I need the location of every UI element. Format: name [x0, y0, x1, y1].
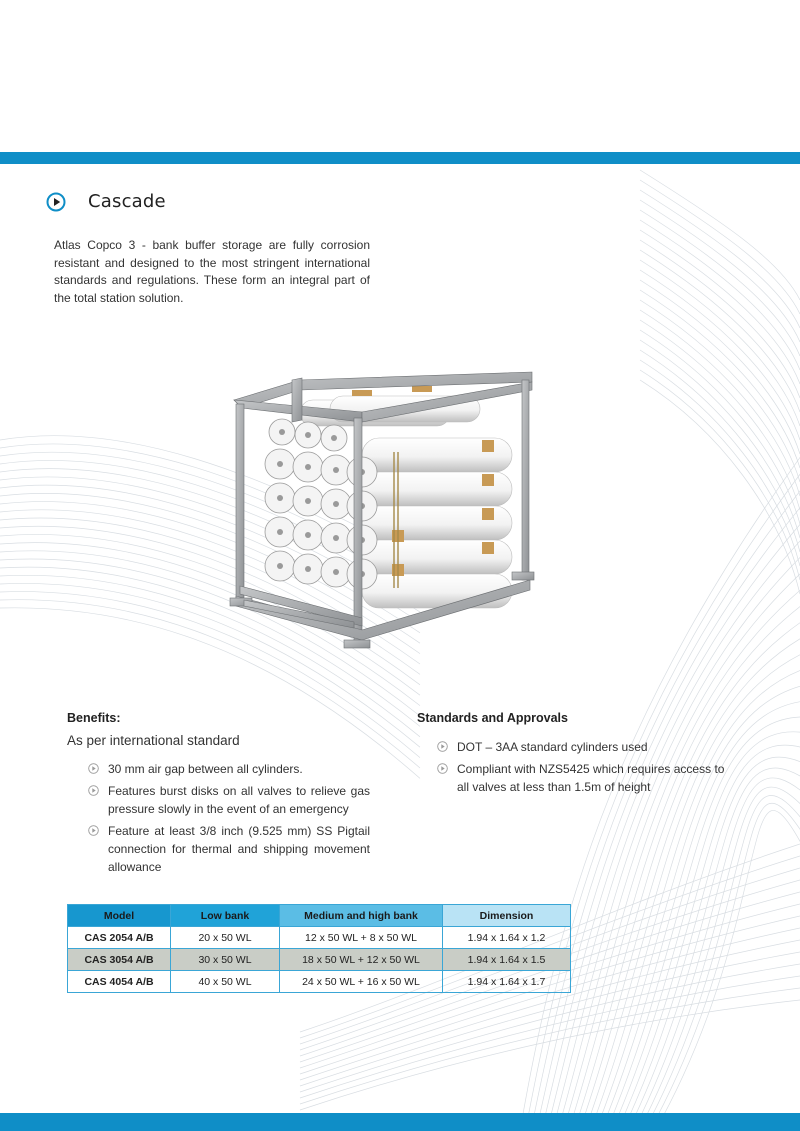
play-circle-small-icon — [88, 825, 99, 836]
play-circle-small-icon — [437, 763, 448, 774]
standard-text: DOT – 3AA standard cylinders used — [457, 740, 648, 754]
cell-low-bank: 20 x 50 WL — [171, 927, 280, 949]
play-circle-small-icon — [88, 785, 99, 796]
play-circle-icon — [46, 192, 66, 212]
cell-model: CAS 2054 A/B — [68, 927, 171, 949]
column-header-model: Model — [68, 905, 171, 927]
cell-model: CAS 4054 A/B — [68, 971, 171, 993]
cell-medium-high-bank: 24 x 50 WL + 16 x 50 WL — [280, 971, 443, 993]
play-circle-small-icon — [88, 763, 99, 774]
table-row — [68, 949, 571, 971]
column-header-dimension: Dimension — [443, 905, 571, 927]
benefit-text: 30 mm air gap between all cylinders. — [108, 762, 303, 776]
cell-dimension: 1.94 x 1.64 x 1.2 — [443, 927, 571, 949]
benefit-text: Features burst disks on all valves to relieve gas pressure slowly in the event of an emergency — [108, 784, 370, 816]
cell-low-bank: 30 x 50 WL — [171, 949, 280, 971]
play-circle-small-icon — [437, 741, 448, 752]
cell-dimension: 1.94 x 1.64 x 1.5 — [443, 949, 571, 971]
column-header-medium-high-bank: Medium and high bank — [280, 905, 443, 927]
benefit-item — [88, 760, 370, 778]
column-header-low-bank: Low bank — [171, 905, 280, 927]
benefits-heading: Benefits: — [67, 711, 121, 725]
standards-heading: Standards and Approvals — [417, 711, 568, 725]
benefit-text: Feature at least 3/8 inch (9.525 mm) SS Pigtail connection for thermal and shipping movement allowance — [108, 824, 370, 874]
benefit-item — [88, 782, 370, 818]
standard-item — [437, 760, 737, 796]
section-title-row — [46, 191, 166, 212]
cell-medium-high-bank: 12 x 50 WL + 8 x 50 WL — [280, 927, 443, 949]
top-blue-band — [0, 152, 800, 164]
standard-item — [437, 738, 737, 756]
benefits-subheading: As per international standard — [67, 733, 240, 748]
intro-paragraph: Atlas Copco 3 - bank buffer storage are fully corrosion resistant and designed to the most stringent international standards and regulations. These form an integral part of the total station solution. — [54, 238, 370, 305]
cell-dimension: 1.94 x 1.64 x 1.7 — [443, 971, 571, 993]
table-row — [68, 927, 571, 949]
benefits-list — [88, 760, 370, 880]
table-row — [68, 971, 571, 993]
standards-list — [437, 738, 737, 800]
page-title: Cascade — [88, 191, 166, 212]
specification-table — [67, 904, 571, 993]
bottom-blue-band — [0, 1113, 800, 1131]
standard-text: Compliant with NZS5425 which requires access to all valves at less than 1.5m of height — [457, 762, 725, 794]
cell-medium-high-bank: 18 x 50 WL + 12 x 50 WL — [280, 949, 443, 971]
cell-low-bank: 40 x 50 WL — [171, 971, 280, 993]
table-header-row — [68, 905, 571, 927]
cell-model: CAS 3054 A/B — [68, 949, 171, 971]
benefit-item — [88, 822, 370, 876]
cascade-storage-rack-image — [212, 360, 552, 670]
